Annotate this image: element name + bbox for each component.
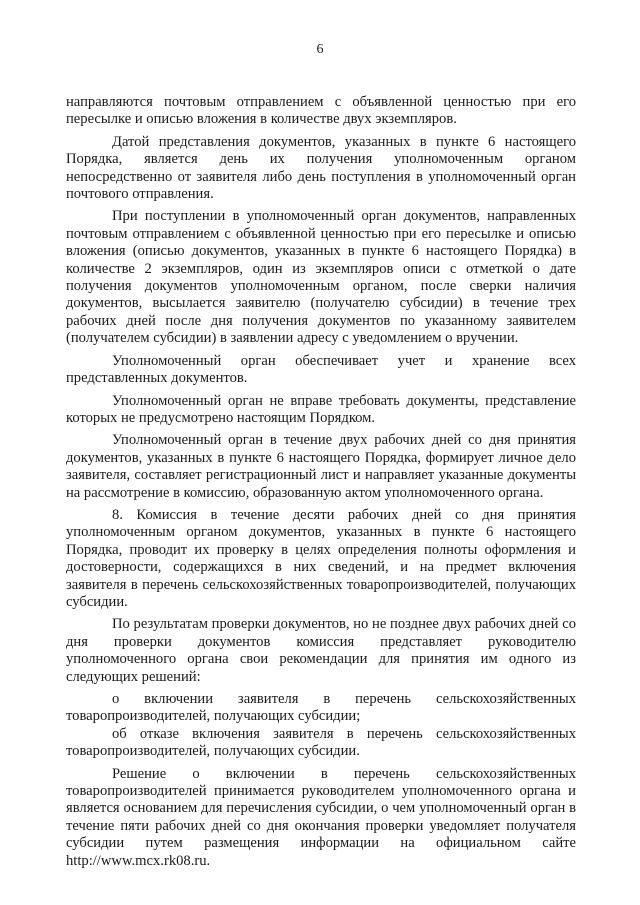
page-number: 6 [316,42,324,57]
document-body [66,94,576,875]
paragraph-no-extra-documents: Уполномоченный орган не вправе требовать документы, представление которых не предусмотрено настоящим Порядком. [66,392,576,426]
paragraph-postal-receipt: При поступлении в уполномоченный орган документов, направленных почтовым отправлением с объявленной ценностью при его пересылке и описью вложения (описью документов, указанных в пункте 6 настоящего Порядка) в количестве 2 экземпляров, один из экземпляров описи с отметкой о дате получения документов уполномоченным органом, после сверки наличия документов, высылается заявителю (получателю субсидии) в течение трех рабочих дней после дня получения документов по указанному заявителем (получателем субсидии) в заявлении адресу с уведомлением о вручении. [66,208,576,347]
paragraph-personal-file: Уполномоченный орган в течение двух рабочих дней со дня принятия документов, указанных в пункте 6 настоящего Порядка, формирует личное дело заявителя, составляет регистрационный лист и направляет указанные документы на рассмотрение в комиссию, образованную актом уполномоченного органа. [66,432,576,501]
paragraph-document-storage: Уполномоченный орган обеспечивает учет и хранение всех представленных документов. [66,352,576,387]
paragraph-review-results: По результатам проверки документов, но не позднее двух рабочих дней со дня проверки документов комиссия представляет руководителю уполномоченного органа свои рекомендации для принятия им одного из следующих решений: [66,616,576,685]
paragraph-decision-notice: Решение о включении в перечень сельскохозяйственных товаропроизводителей принимается руководителем уполномоченного органа и является основанием для перечисления субсидии, о чем уполномоченный орган в течение пяти рабочих дней со дня окончания проверки уведомляет получателя субсидии путем размещения информации на официальном сайте http://www.mcx.rk08.ru. [66,765,576,869]
paragraph-decision-include: о включении заявителя в перечень сельскохозяйственных товаропроизводителей, получающих субсидии; [66,691,576,725]
paragraph-submission-date: Датой представления документов, указанных в пункте 6 настоящего Порядка, является день их получения уполномоченным органом непосредственно от заявителя либо день поступления в уполномоченный орган почтового отправления. [66,133,576,203]
paragraph-commission-review: 8. Комиссия в течение десяти рабочих дней со дня принятия уполномоченным органом документов, указанных в пункте 6 настоящего Порядка, проводит их проверку в целях определения полноты оформления и достоверности, содержащихся в них сведений, и на предмет включения заявителя в перечень сельскохозяйственных товаропроизводителей, получающих субсидии. [66,506,576,610]
paragraph-postal-dispatch: направляются почтовым отправлением с объявленной ценностью при его пересылке и описью вложения в количестве двух экземпляров. [66,94,576,128]
paragraph-decision-refuse: об отказе включения заявителя в перечень сельскохозяйственных товаропроизводителей, получающих субсидии. [66,725,576,760]
